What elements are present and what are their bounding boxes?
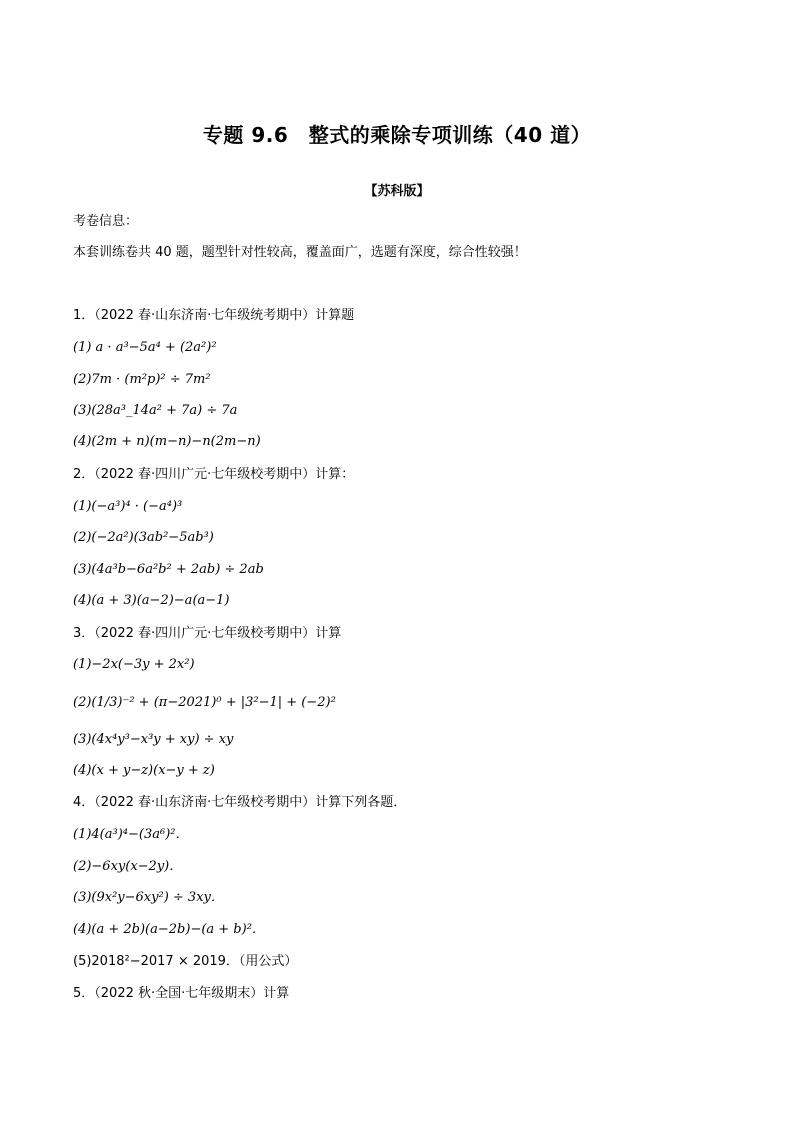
question-1-item-2: (2)7m · (m²p)² ÷ 7m² [73,372,211,387]
question-3-item-4: (4)(x + y−z)(x−y + z) [73,763,215,778]
question-4-item-1: (1)4(a³)⁴−(3a⁶)²． [73,827,189,842]
info-text: 本套训练卷共 40 题，题型针对性较高，覆盖面广，选题有深度，综合性较强！ [73,245,527,260]
page-title: 专题 9.6 整式的乘除专项训练（40 道） [202,123,592,147]
question-1-item-1: (1) a · a³−5a⁴ + (2a²)² [73,340,217,355]
question-2-item-1: (1)(−a³)⁴ · (−a⁴)³ [73,499,183,514]
question-4-item-5: (5)2018²−2017 × 2019．（用公式） [73,954,298,969]
question-2-item-3: (3)(4a³b−6a²b² + 2ab) ÷ 2ab [73,562,264,577]
question-5-head: 5．（2022 秋·全国·七年级期末）计算 [73,986,290,1001]
question-4-head: 4．（2022 春·山东济南·七年级校考期中）计算下列各题． [73,795,407,810]
question-2-item-2: (2)(−2a²)(3ab²−5ab³) [73,530,214,545]
question-3-item-2: (2)(1/3)⁻² + (π−2021)⁰ + |3²−1| + (−2)² [73,695,336,710]
question-4-item-4: (4)(a + 2b)(a−2b)−(a + b)²． [73,922,265,937]
question-2-item-4: (4)(a + 3)(a−2)−a(a−1) [73,593,230,608]
question-4-item-3: (3)(9x²y−6xy²) ÷ 3xy． [73,890,224,905]
question-1-item-4: (4)(2m + n)(m−n)−n(2m−n) [73,434,261,449]
info-label: 考卷信息： [73,214,139,229]
question-2-head: 2．（2022 春·四川广元·七年级校考期中）计算： [73,467,355,482]
question-3-item-3: (3)(4x⁴y³−x³y + xy) ÷ xy [73,732,234,747]
question-1-item-3: (3)(28a³_14a² + 7a) ÷ 7a [73,403,238,418]
edition-label: 【苏科版】 [364,184,430,199]
question-4-item-2: (2)−6xy(x−2y)． [73,859,183,874]
question-3-head: 3．（2022 春·四川广元·七年级校考期中）计算 [73,626,342,641]
question-3-item-1: (1)−2x(−3y + 2x²) [73,657,195,672]
question-1-head: 1．（2022 春·山东济南·七年级统考期中）计算题 [73,308,355,323]
